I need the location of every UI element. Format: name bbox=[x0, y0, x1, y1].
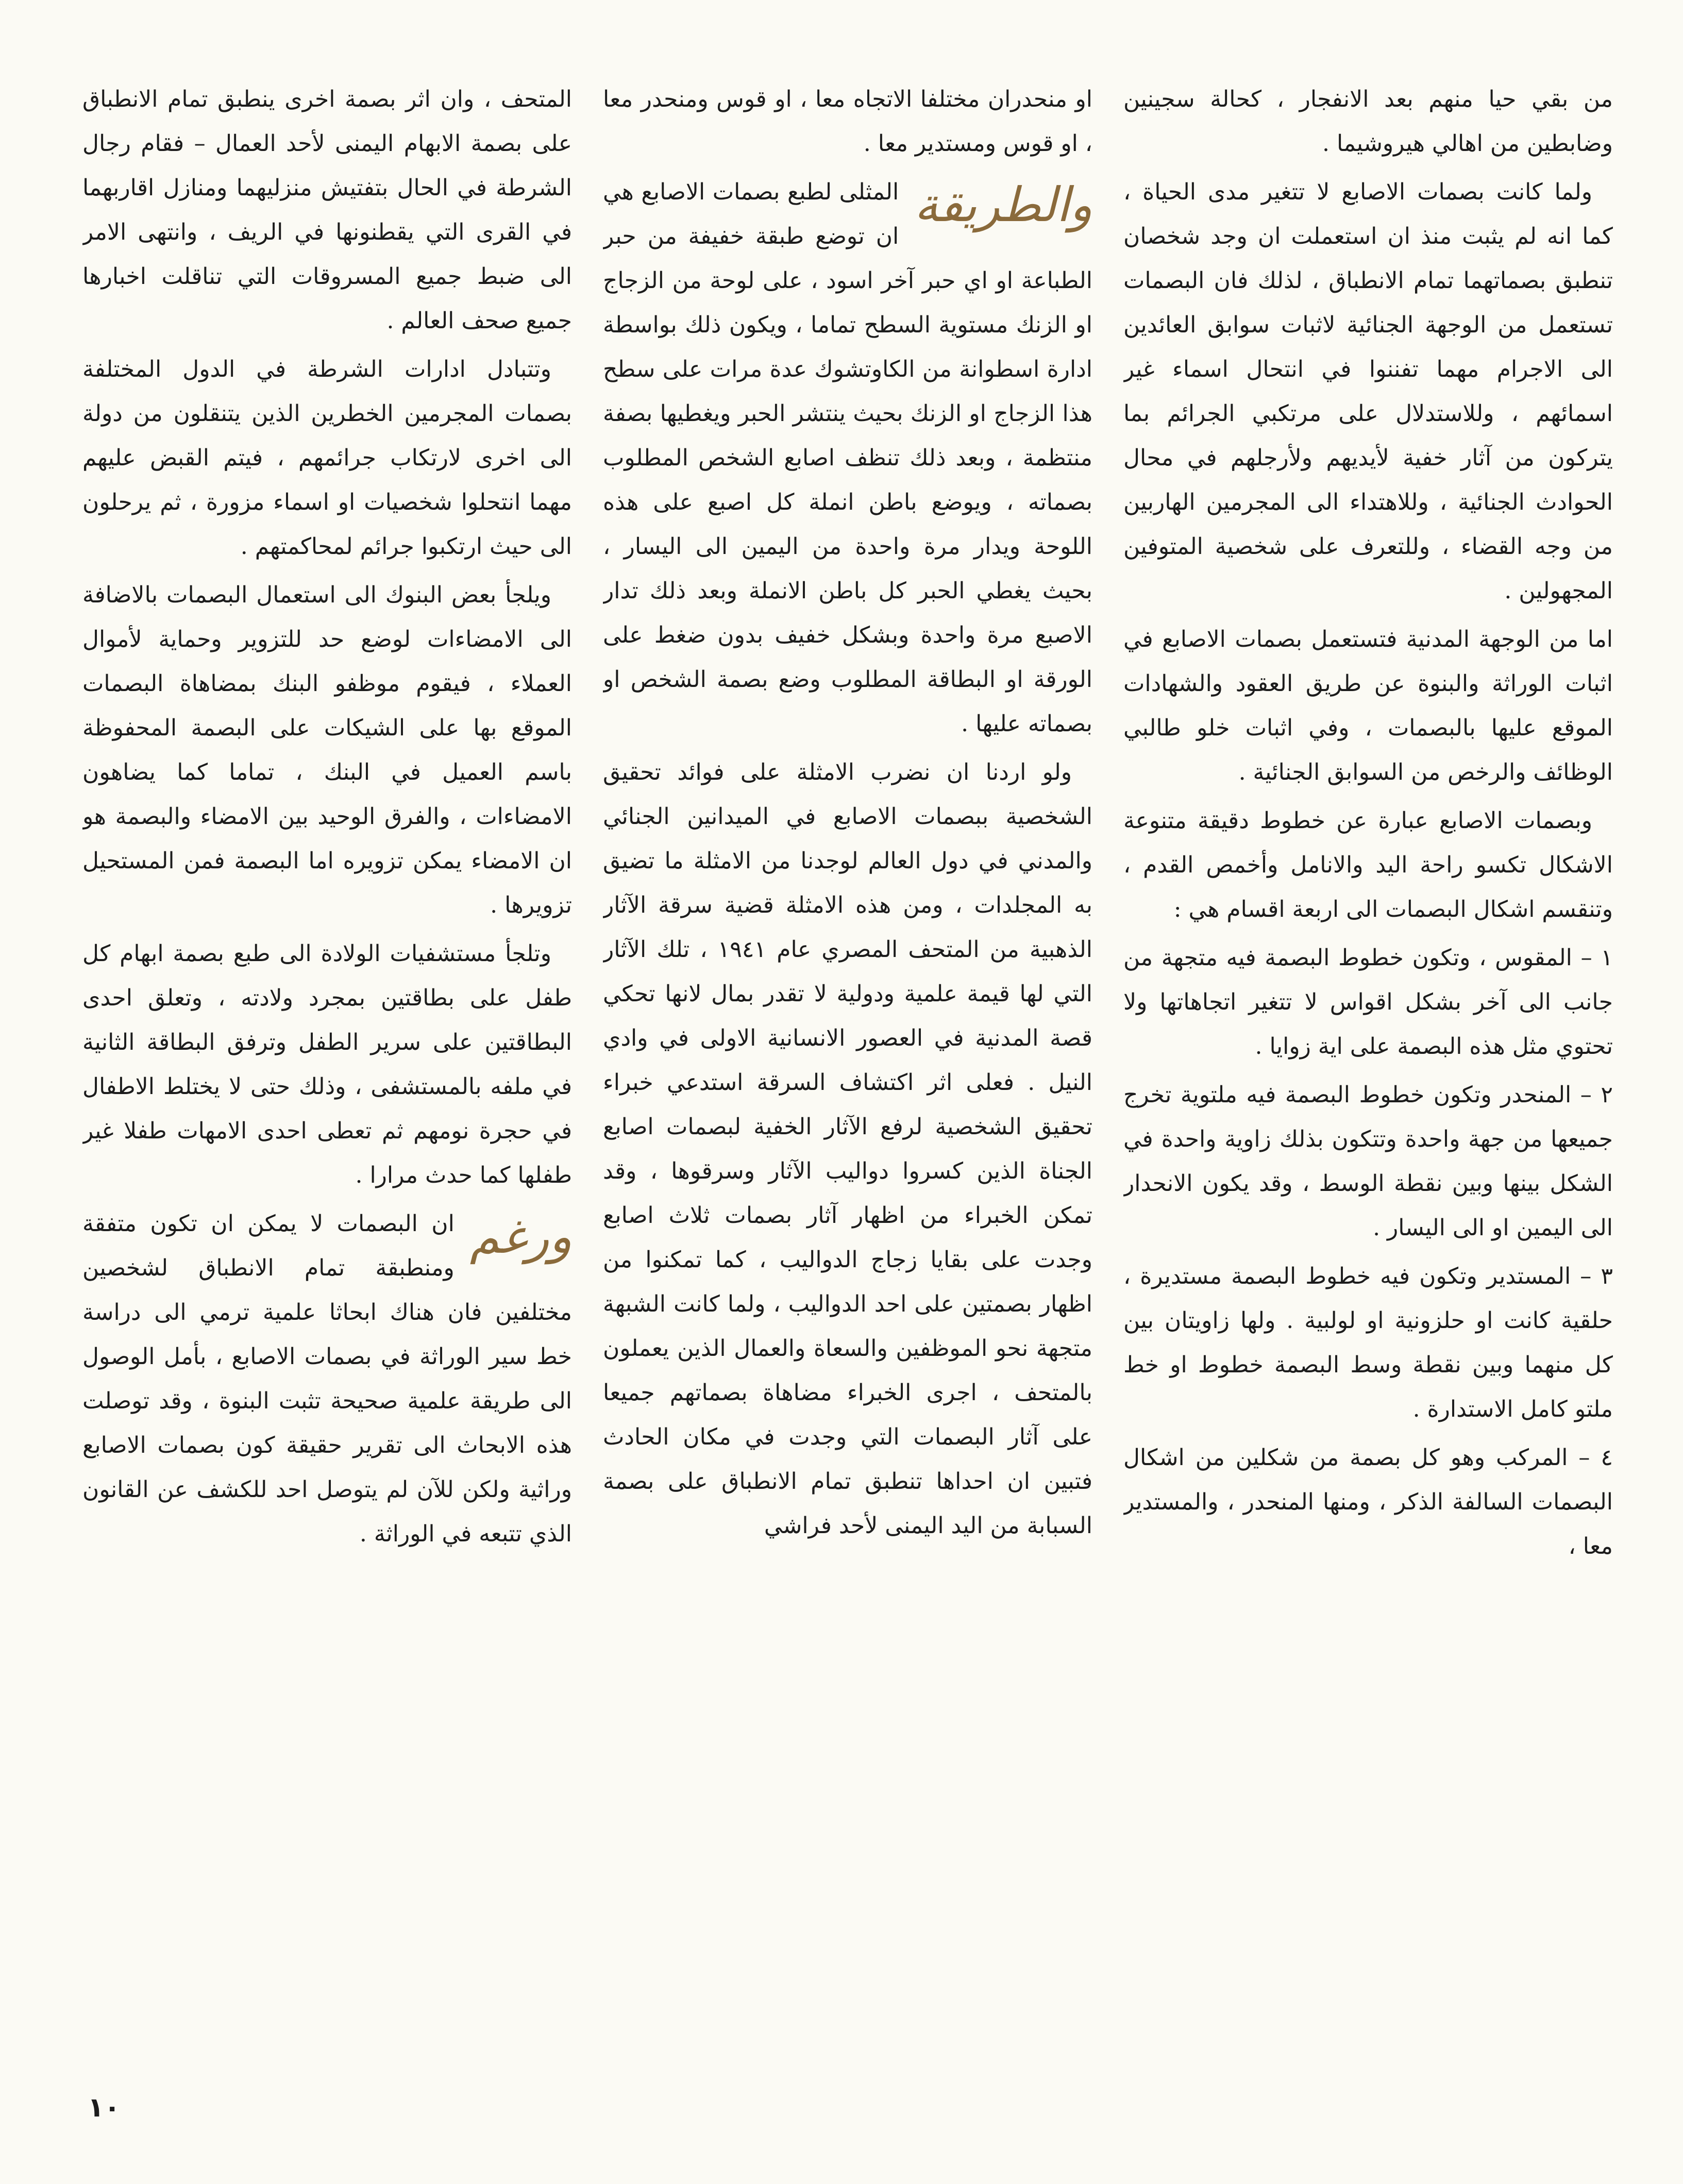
paragraph: ويلجأ بعض البنوك الى استعمال البصمات بالاضافة الى الامضاءات لوضع حد للتزوير وحماية لأموال العملاء ، فيقوم موظفو البنك بمضاهاة البصمات الموقع بها على الشيكات على البصمة المحفوظة باسم العميل في البنك ، تماما كما يضاهون الامضاءات ، والفرق الوحيد بين الامضاء والبصمة هو ان الامضاء يمكن تزويره اما البصمة فمن المستحيل تزويرها . bbox=[82, 582, 572, 918]
column-middle bbox=[603, 77, 1092, 2087]
column-right bbox=[1123, 77, 1613, 2087]
list-item-arch: ١ – المقوس ، وتكون خطوط البصمة فيه متجهة من جانب الى آخر بشكل اقواس لا تتغير اتجاهاتها ولا تحتوي مثل هذه البصمة على اية زوايا . bbox=[1123, 945, 1613, 1060]
paragraph: ولو اردنا ان نضرب الامثلة على فوائد تحقيق الشخصية ببصمات الاصابع في الميدانين الجنائي والمدني في دول العالم لوجدنا من الامثلة ما تضيق به المجلدات ، ومن هذه الامثلة قضية سرقة الآثار الذهبية من المتحف المصري عام ١٩٤١ ، تلك الآثار التي لها قيمة علمية ودولية لا تقدر بمال لانها تحكي قصة المدنية في العصور الانسانية الاولى في وادي النيل . فعلى اثر اكتشاف السرقة استدعي خبراء تحقيق الشخصية لرفع الآثار الخفية لبصمات اصابع الجناة الذين كسروا دواليب الآثار وسرقوها ، وقد تمكن الخبراء من اظهار آثار بصمات ثلاث اصابع وجدت على بقايا زجاج الدواليب ، كما تمكنوا من اظهار بصمتين على احد الدواليب ، ولما كانت الشبهة متجهة نحو الموظفين والسعاة والعمال الذين يعملون بالمتحف ، اجرى الخبراء مضاهاة بصماتهم جميعا على آثار البصمات التي وجدت في مكان الحادث فتبين ان احداها تنطبق تمام الانطباق على بصمة السبابة من اليد اليمنى لأحد فراشي bbox=[603, 759, 1092, 1539]
paragraph: اما من الوجهة المدنية فتستعمل بصمات الاصابع في اثبات الوراثة والبنوة عن طريق العقود والشهادات الموقع عليها بالبصمات ، وفي اثبات خلو طالبي الوظائف والرخص من السوابق الجنائية . bbox=[1123, 626, 1613, 785]
paragraph: من بقي حيا منهم بعد الانفجار ، كحالة سجينين وضابطين من اهالي هيروشيما . bbox=[1123, 86, 1613, 157]
section-with-drop-word bbox=[603, 170, 1092, 746]
magazine-page bbox=[77, 77, 1613, 2087]
paragraph: المثلى لطبع بصمات الاصابع هي ان توضع طبقة خفيفة من حبر الطباعة او اي حبر آخر اسود ، على لوحة من الزجاج او الزنك مستوية السطح تماما ، ويكون ذلك بواسطة ادارة اسطوانة من الكاوتشوك عدة مرات على سطح هذا الزجاج او الزنك بحيث ينتشر الحبر ويغطيها بصفة منتظمة ، وبعد ذلك تنظف اصابع الشخص المطلوب بصماته ، ويوضع باطن انملة كل اصبع على هذه اللوحة ويدار مرة واحدة من اليمين الى اليسار ، بحيث يغطي الحبر كل باطن الانملة وبعد ذلك تدار الاصبع مرة واحدة وبشكل خفيف بدون ضغط على الورقة او البطاقة المطلوب وضع بصمة الشخص او بصماته عليها . bbox=[603, 179, 1092, 737]
page-number: ١٠ bbox=[88, 2092, 121, 2123]
list-item-loop: ٢ – المنحدر وتكون خطوط البصمة فيه ملتوية تخرج جميعها من جهة واحدة وتتكون بذلك زاوية واحدة في الشكل بينها وبين نقطة الوسط ، وقد يكون الانحدار الى اليمين او الى اليسار . bbox=[1123, 1082, 1613, 1241]
paragraph: المتحف ، وان اثر بصمة اخرى ينطبق تمام الانطباق على بصمة الابهام اليمنى لأحد العمال – فقام رجال الشرطة في الحال بتفتيش منزليهما ومنازل اقاربهما في القرى التي يقطنونها في الريف ، وانتهى الامر الى ضبط جميع المسروقات التي تناقلت اخبارها جميع صحف العالم . bbox=[82, 86, 572, 334]
paragraph: وتتبادل ادارات الشرطة في الدول المختلفة بصمات المجرمين الخطرين الذين يتنقلون من دولة الى اخرى لارتكاب جرائمهم ، فيتم القبض عليهم مهما انتحلوا شخصيات او اسماء مزورة ، ثم يرحلون الى حيث ارتكبوا جرائم لمحاكمتهم . bbox=[82, 356, 572, 560]
section-with-drop-word bbox=[82, 1202, 572, 1556]
paragraph: او منحدران مختلفا الاتجاه معا ، او قوس ومنحدر معا ، او قوس ومستدير معا . bbox=[603, 86, 1092, 157]
decorative-lead-word: ورغم bbox=[469, 1209, 572, 1264]
list-item-whorl: ٣ – المستدير وتكون فيه خطوط البصمة مستديرة ، حلقية كانت او حلزونية او لولبية . ولها زاويتان بين كل منهما وبين نقطة وسط البصمة خطوط او خط ملتو كامل الاستدارة . bbox=[1123, 1263, 1613, 1422]
paragraph: وبصمات الاصابع عبارة عن خطوط دقيقة متنوعة الاشكال تكسو راحة اليد والانامل وأخمص القدم ، وتنقسم اشكال البصمات الى اربعة اقسام هي : bbox=[1123, 808, 1613, 922]
paragraph: ولما كانت بصمات الاصابع لا تتغير مدى الحياة ، كما انه لم يثبت منذ ان استعملت ان وجد شخصان تنطبق بصماتهما تمام الانطباق ، لذلك فان البصمات تستعمل من الوجهة الجنائية لاثبات سوابق العائدين الى الاجرام مهما تفننوا في انتحال اسماء غير اسمائهم ، وللاستدلال على مرتكبي الجرائم بما يتركون من آثار خفية لأيديهم ولأرجلهم في محال الحوادث الجنائية ، وللاهتداء الى المجرمين الهاربين من وجه القضاء ، وللتعرف على شخصية المتوفين المجهولين . bbox=[1123, 179, 1613, 604]
decorative-lead-word: والطريقة bbox=[914, 177, 1092, 232]
column-left bbox=[82, 77, 572, 2087]
paragraph: ان البصمات لا يمكن ان تكون متفقة ومنطبقة تمام الانطباق لشخصين مختلفين فان هناك ابحاثا علمية ترمي الى دراسة خط سير الوراثة في بصمات الاصابع ، بأمل الوصول الى طريقة علمية صحيحة تثبت البنوة ، وقد توصلت هذه الابحاث الى تقرير حقيقة كون بصمات الاصابع وراثية ولكن للآن لم يتوصل احد للكشف عن القانون الذي تتبعه في الوراثة . bbox=[82, 1211, 572, 1547]
list-item-composite: ٤ – المركب وهو كل بصمة من شكلين من اشكال البصمات السالفة الذكر ، ومنها المنحدر ، والمستدير معا ، bbox=[1123, 1444, 1613, 1559]
paragraph: وتلجأ مستشفيات الولادة الى طبع بصمة ابهام كل طفل على بطاقتين بمجرد ولادته ، وتعلق احدى البطاقتين على سرير الطفل وترفق البطاقة الثانية في ملفه بالمستشفى ، وذلك حتى لا يختلط الاطفال في حجرة نومهم ثم تعطى احدى الامهات طفلا غير طفلها كما حدث مرارا . bbox=[82, 940, 572, 1188]
